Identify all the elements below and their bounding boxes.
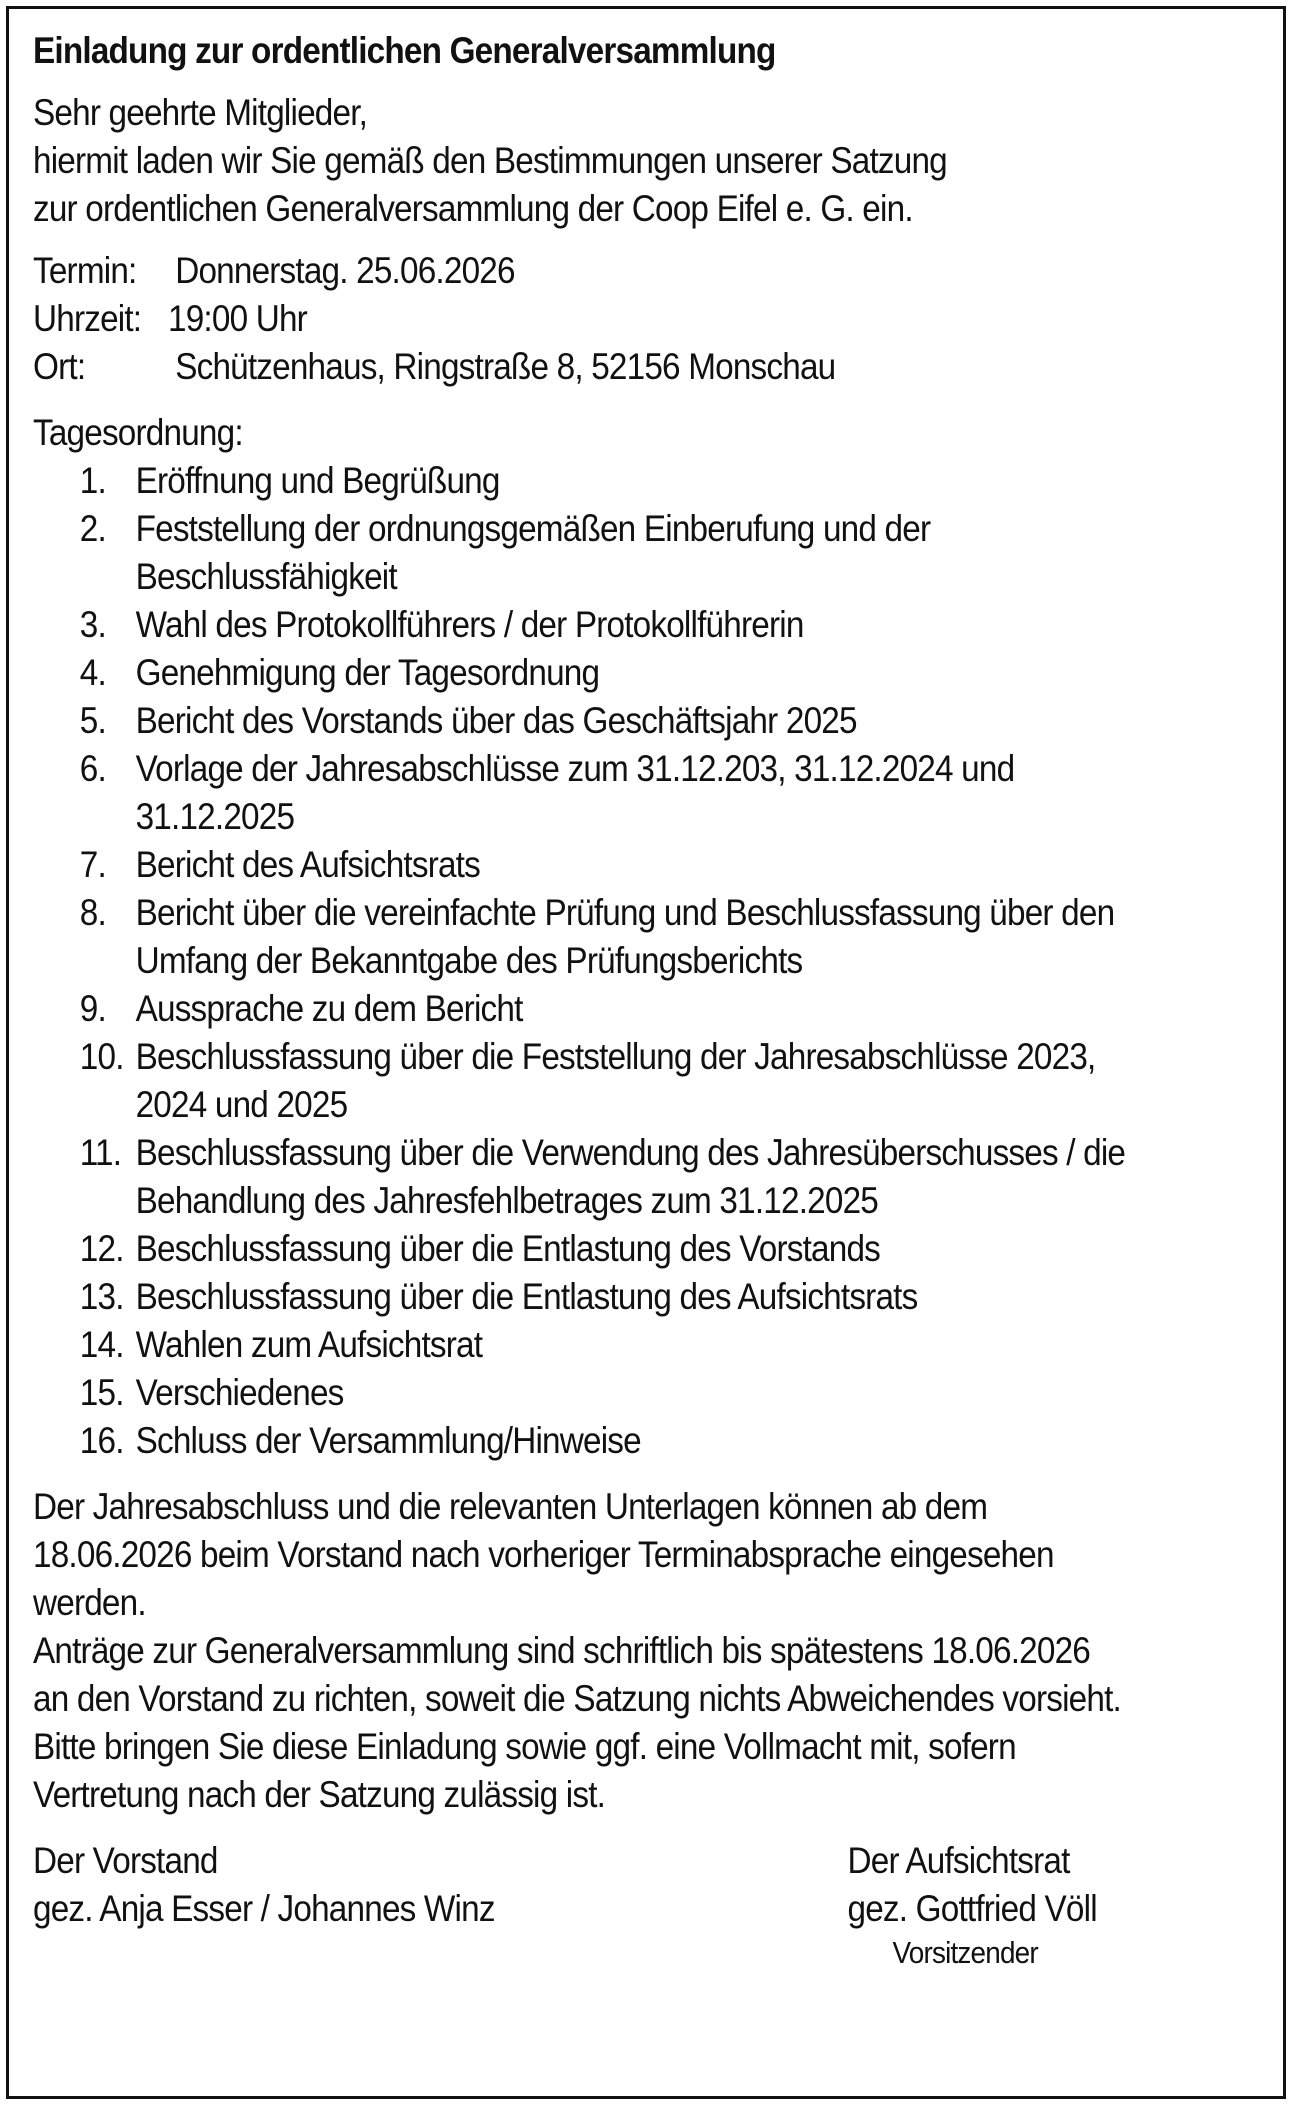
agenda-item-text: Bericht des Vorstands über das Geschäftsjahr 2025	[135, 700, 857, 741]
location-row	[33, 343, 1131, 391]
agenda-item-text: Beschlussfassung über die Feststellung der Jahresabschlüsse 2023, 2024 und 2025	[135, 1036, 1096, 1125]
supervisory-board-signature	[848, 1837, 1097, 1973]
agenda-item-text: Feststellung der ordnungsgemäßen Einberufung und der Beschlussfähigkeit	[135, 508, 931, 597]
greeting-block	[33, 89, 1131, 233]
agenda-item-text: Verschiedenes	[135, 1372, 344, 1413]
motions-notice: Anträge zur Generalversammlung sind schriftlich bis spätestens 18.06.2026 an den Vorstand zu richten, soweit die Satzung nichts Abweichendes vorsieht.	[33, 1630, 1122, 1719]
board-heading: Der Vorstand	[33, 1840, 218, 1881]
agenda-item	[33, 1033, 1131, 1129]
agenda-item	[33, 457, 1131, 505]
board-signature	[33, 1837, 495, 1933]
document-title: Einladung zur ordentlichen Generalversammlung	[33, 30, 776, 71]
agenda-item-number: 13.	[79, 1276, 124, 1317]
location-value: Schützenhaus, Ringstraße 8, 52156 Monschau	[175, 346, 836, 387]
agenda-item-number: 15.	[79, 1372, 124, 1413]
agenda-item-number: 4.	[79, 652, 106, 693]
agenda-item-number: 7.	[79, 844, 106, 885]
date-value: Donnerstag. 25.06.2026	[175, 250, 515, 291]
proxy-notice: Bitte bringen Sie diese Einladung sowie ggf. eine Vollmacht mit, sofern Vertretung nach der Satzung zulässig ist.	[33, 1726, 1016, 1815]
agenda-heading: Tagesordnung:	[33, 412, 243, 453]
greeting-salutation: Sehr geehrte Mitglieder,	[33, 92, 368, 133]
agenda-item-number: 5.	[79, 700, 106, 741]
agenda-item-text: Wahl des Protokollführers / der Protokollführerin	[135, 604, 804, 645]
documents-notice: Der Jahresabschluss und die relevanten Unterlagen können ab dem 18.06.2026 beim Vorstand nach vorheriger Terminabsprache eingesehen werden.	[33, 1486, 1054, 1623]
agenda-item-number: 8.	[79, 892, 106, 933]
agenda-item-number: 2.	[79, 508, 106, 549]
time-label: Uhrzeit:	[33, 298, 142, 339]
agenda-item	[33, 649, 1131, 697]
chair-role: Vorsitzender	[892, 1935, 1038, 1970]
agenda-item-text: Schluss der Versammlung/Hinweise	[135, 1420, 641, 1461]
invitation-document	[33, 25, 1131, 1997]
location-label: Ort:	[33, 346, 86, 387]
greeting-line: hiermit laden wir Sie gemäß den Bestimmungen unserer Satzung	[33, 140, 947, 181]
agenda-item-number: 3.	[79, 604, 106, 645]
agenda-item	[33, 985, 1131, 1033]
supervisory-board-signatory: gez. Gottfried Völl	[847, 1888, 1097, 1929]
signature-block	[33, 1837, 1131, 1997]
agenda-item	[33, 745, 1131, 841]
agenda-item-text: Vorlage der Jahresabschlüsse zum 31.12.203, 31.12.2024 und 31.12.2025	[135, 748, 1015, 837]
agenda-item	[33, 1273, 1131, 1321]
agenda-item-number: 16.	[79, 1420, 124, 1461]
agenda-item-text: Wahlen zum Aufsichtsrat	[135, 1324, 483, 1365]
agenda-item	[33, 505, 1131, 601]
agenda-item	[33, 601, 1131, 649]
agenda-item-text: Beschlussfassung über die Verwendung des Jahresüberschusses / die Behandlung des Jahresfehlbetrages zum 31.12.2025	[135, 1132, 1126, 1221]
date-row	[33, 247, 1131, 295]
agenda-item-text: Genehmigung der Tagesordnung	[135, 652, 600, 693]
greeting-line: zur ordentlichen Generalversammlung der Coop Eifel e. G. ein.	[33, 188, 913, 229]
agenda-item-number: 6.	[79, 748, 106, 789]
agenda-item-text: Bericht über die vereinfachte Prüfung und Beschlussfassung über den Umfang der Bekanntgabe des Prüfungsberichts	[135, 892, 1115, 981]
date-label: Termin:	[33, 250, 137, 291]
time-value: 19:00 Uhr	[168, 298, 307, 339]
agenda-item-number: 12.	[79, 1228, 124, 1269]
meeting-details	[33, 247, 1131, 391]
agenda-item-number: 11.	[79, 1132, 122, 1173]
time-row	[33, 295, 1131, 343]
agenda-item-text: Aussprache zu dem Bericht	[135, 988, 523, 1029]
board-signatories: gez. Anja Esser / Johannes Winz	[33, 1888, 495, 1929]
agenda-item	[33, 889, 1131, 985]
agenda-item-text: Beschlussfassung über die Entlastung des Vorstands	[135, 1228, 880, 1269]
agenda-item-text: Bericht des Aufsichtsrats	[135, 844, 480, 885]
agenda-item	[33, 697, 1131, 745]
agenda-item	[33, 1321, 1131, 1369]
agenda-list	[33, 457, 1131, 1465]
notes-block	[33, 1483, 1131, 1819]
agenda-item	[33, 1129, 1131, 1225]
agenda-item-number: 10.	[79, 1036, 124, 1077]
agenda-item	[33, 1225, 1131, 1273]
agenda-item-number: 9.	[79, 988, 106, 1029]
agenda-item-number: 1.	[79, 460, 106, 501]
agenda-item	[33, 1417, 1131, 1465]
agenda-item-text: Beschlussfassung über die Entlastung des Aufsichtsrats	[135, 1276, 918, 1317]
agenda-item	[33, 1369, 1131, 1417]
supervisory-board-heading: Der Aufsichtsrat	[847, 1840, 1070, 1881]
agenda-item-text: Eröffnung und Begrüßung	[135, 460, 500, 501]
agenda-item	[33, 841, 1131, 889]
agenda-item-number: 14.	[79, 1324, 124, 1365]
